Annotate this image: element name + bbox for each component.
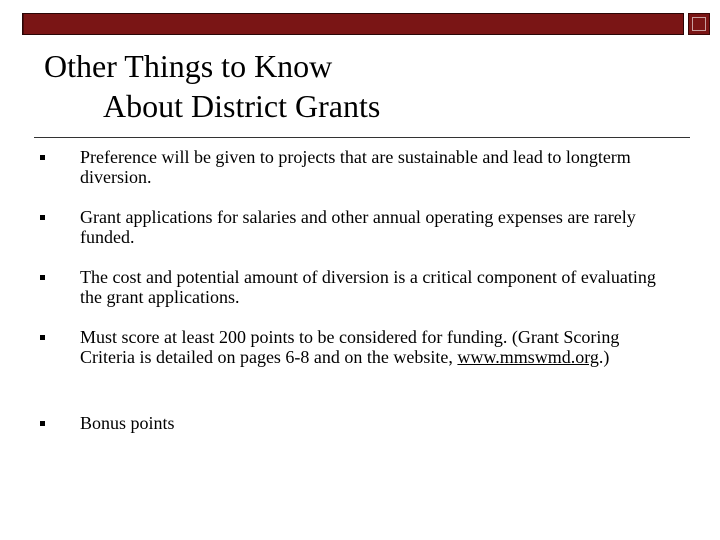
bullet-text: Grant applications for salaries and other annual operating expenses are rarely funded. — [80, 207, 636, 247]
corner-square-ornament — [688, 13, 710, 35]
bullet-text-part: Must score at least 200 points to be considered for funding. (Grant Scoring Criteria is detailed on pages 6-8 and on the website, — [80, 327, 620, 367]
square-bullet-icon — [40, 155, 45, 160]
bullet-text: Bonus points — [80, 413, 175, 433]
slide-title-line-2: About District Grants — [103, 88, 381, 124]
header-accent-bar — [22, 13, 684, 35]
square-bullet-icon — [40, 215, 45, 220]
bullet-item — [40, 207, 660, 247]
square-bullet-icon — [40, 421, 45, 426]
bullet-text-part: .) — [598, 347, 610, 367]
square-bullet-icon — [40, 275, 45, 280]
square-bullet-icon — [40, 335, 45, 340]
bullet-text: The cost and potential amount of diversion is a critical component of evaluating the grant applications. — [80, 267, 656, 307]
bullet-item — [40, 267, 660, 307]
bullet-item — [40, 327, 660, 367]
website-link[interactable]: www.mmswmd.org — [457, 347, 599, 367]
title-divider — [34, 137, 690, 138]
bullet-text — [40, 327, 660, 367]
slide-title — [44, 46, 380, 126]
bullet-item — [40, 413, 660, 433]
header-bar-divider — [23, 14, 24, 34]
bullet-item — [40, 147, 660, 187]
slide-title-line-1: Other Things to Know — [44, 48, 333, 84]
bullet-text: Preference will be given to projects that are sustainable and lead to longterm diversion. — [80, 147, 631, 187]
corner-square-inner — [692, 17, 706, 31]
